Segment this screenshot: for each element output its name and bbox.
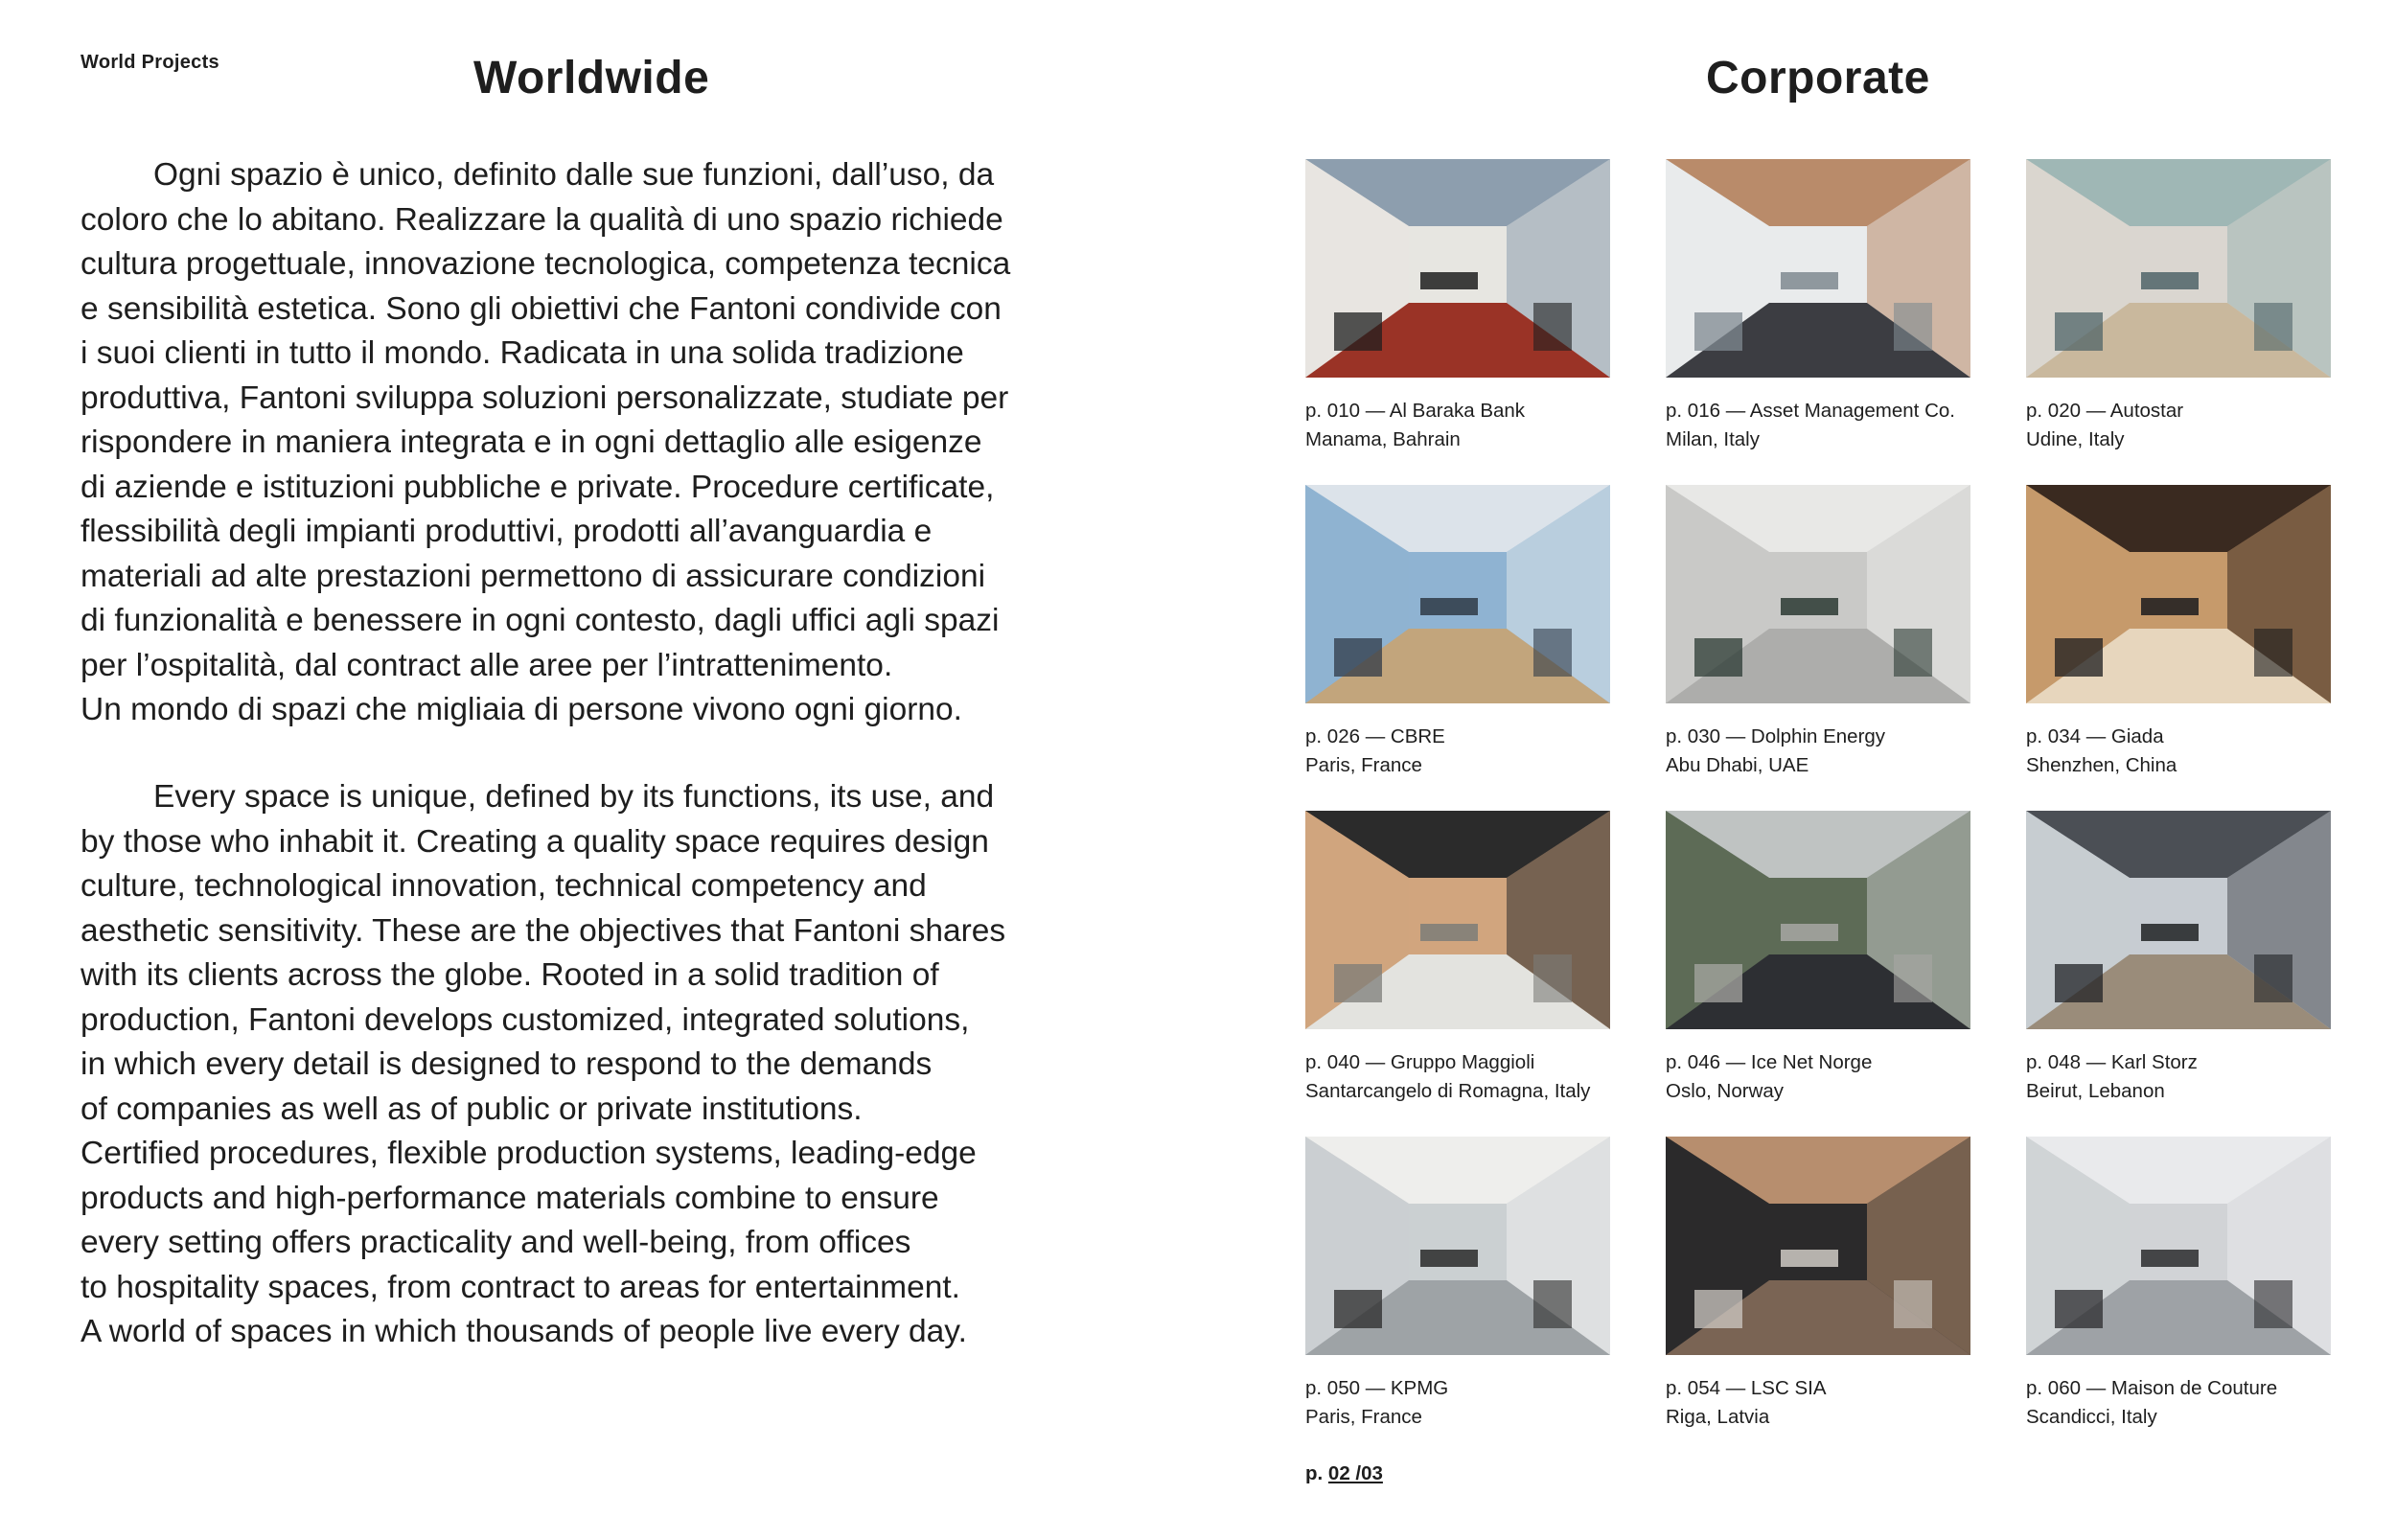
project-page-ref[interactable]: p. 034 — Giada — [2026, 725, 2164, 747]
project-card[interactable] — [1305, 159, 1610, 454]
project-location: Paris, France — [1305, 754, 1422, 776]
project-location: Abu Dhabi, UAE — [1666, 754, 1809, 776]
project-location: Santarcangelo di Romagna, Italy — [1305, 1080, 1591, 1102]
project-card[interactable] — [1666, 159, 1970, 454]
project-location: Riga, Latvia — [1666, 1406, 1770, 1428]
project-location: Oslo, Norway — [1666, 1080, 1785, 1102]
project-photo[interactable] — [1666, 811, 1970, 1029]
project-card[interactable] — [2026, 811, 2331, 1106]
project-photo[interactable] — [1666, 159, 1970, 378]
paragraph-english: Every space is unique, defined by its functions, its use, and by those who inhabit it. Creating a quality space requires design culture, technological innovation, technical competency and aesthetic sensitivity. These are the objectives that Fantoni shares with its clients across the globe. Rooted in a solid tradition of production, Fantoni develops customized, integrated solutions, in which every detail is designed to respond to the demands of companies as well as of public or private institutions. Certified procedures, flexible production systems, leading-edge products and high-performance materials combine to ensure every setting offers practicality and well-being, from offices to hospitality spaces, from contract to areas for entertainment. A world of spaces in which thousands of people live every day. — [81, 779, 1006, 1349]
project-caption — [1305, 1048, 1610, 1106]
project-photo[interactable] — [2026, 1137, 2331, 1355]
project-page-ref[interactable]: p. 050 — KPMG — [1305, 1377, 1449, 1399]
project-card[interactable] — [1666, 1137, 1970, 1432]
project-card[interactable] — [1666, 811, 1970, 1106]
project-card[interactable] — [2026, 1137, 2331, 1432]
project-page-ref[interactable]: p. 048 — Karl Storz — [2026, 1051, 2198, 1073]
project-page-ref[interactable]: p. 060 — Maison de Couture — [2026, 1377, 2278, 1399]
project-card[interactable] — [2026, 159, 2331, 454]
page-number — [1305, 1462, 1383, 1485]
project-caption — [1666, 397, 1970, 454]
project-caption — [2026, 1374, 2331, 1432]
project-caption — [1305, 397, 1610, 454]
intro-italian — [81, 153, 1116, 733]
project-location: Scandicci, Italy — [2026, 1406, 2157, 1428]
project-photo[interactable] — [1305, 159, 1610, 378]
project-location: Milan, Italy — [1666, 428, 1760, 450]
project-page-ref[interactable]: p. 026 — CBRE — [1305, 725, 1445, 747]
project-location: Beirut, Lebanon — [2026, 1080, 2165, 1102]
corporate-title: Corporate — [1706, 53, 1930, 103]
project-location: Manama, Bahrain — [1305, 428, 1461, 450]
worldwide-title: Worldwide — [473, 53, 710, 103]
project-card[interactable] — [1305, 1137, 1610, 1432]
section-label: World Projects — [81, 52, 219, 73]
project-card[interactable] — [1666, 485, 1970, 780]
project-location: Shenzhen, China — [2026, 754, 2177, 776]
project-page-ref[interactable]: p. 054 — LSC SIA — [1666, 1377, 1827, 1399]
project-caption — [1305, 723, 1610, 780]
project-photo[interactable] — [1666, 485, 1970, 703]
project-photo[interactable] — [1666, 1137, 1970, 1355]
project-caption — [1666, 1374, 1970, 1432]
paragraph-italian: Ogni spazio è unico, definito dalle sue funzioni, dall’uso, da coloro che lo abitano. Realizzare la qualità di uno spazio richiede cultura progettuale, innovazione tecnologica, competenza tecnica e sensibilità estetica. Sono gli obiettivi che Fantoni condivide con i suoi clienti in tutto il mondo. Radicata in una solida tradizione produttiva, Fantoni sviluppa soluzioni personalizzate, studiate per rispondere in maniera integrata e in ogni dettaglio alle esigenze di aziende e istituzioni pubbliche e private. Procedure certificate, flessibilità degli impianti produttivi, prodotti all’avanguardia e materiali ad alte prestazioni permettono di assicurare condizioni di funzionalità e benessere in ogni contesto, dagli uffici agli spazi per l’ospitalità, dal contract alle aree per l’intrattenimento. Un mondo di spazi che migliaia di persone vivono ogni giorno. — [81, 157, 1011, 727]
project-page-ref[interactable]: p. 040 — Gruppo Maggioli — [1305, 1051, 1535, 1073]
project-caption — [1666, 1048, 1970, 1106]
project-caption — [2026, 397, 2331, 454]
project-photo[interactable] — [2026, 485, 2331, 703]
project-card[interactable] — [2026, 485, 2331, 780]
project-page-ref[interactable]: p. 016 — Asset Management Co. — [1666, 400, 1955, 422]
project-card[interactable] — [1305, 485, 1610, 780]
project-location: Udine, Italy — [2026, 428, 2125, 450]
project-page-ref[interactable]: p. 020 — Autostar — [2026, 400, 2184, 422]
project-page-ref[interactable]: p. 046 — Ice Net Norge — [1666, 1051, 1873, 1073]
page-range-link[interactable]: 02 /03 — [1327, 1462, 1383, 1484]
project-photo[interactable] — [2026, 811, 2331, 1029]
project-location: Paris, France — [1305, 1406, 1422, 1428]
project-photo[interactable] — [1305, 811, 1610, 1029]
project-caption — [1666, 723, 1970, 780]
intro-english — [81, 775, 1116, 1355]
project-page-ref[interactable]: p. 030 — Dolphin Energy — [1666, 725, 1886, 747]
page-prefix: p. — [1305, 1462, 1324, 1484]
project-caption — [2026, 723, 2331, 780]
project-photo[interactable] — [2026, 159, 2331, 378]
project-page-ref[interactable]: p. 010 — Al Baraka Bank — [1305, 400, 1526, 422]
project-card[interactable] — [1305, 811, 1610, 1106]
project-photo[interactable] — [1305, 1137, 1610, 1355]
project-caption — [2026, 1048, 2331, 1106]
project-photo[interactable] — [1305, 485, 1610, 703]
project-caption — [1305, 1374, 1610, 1432]
